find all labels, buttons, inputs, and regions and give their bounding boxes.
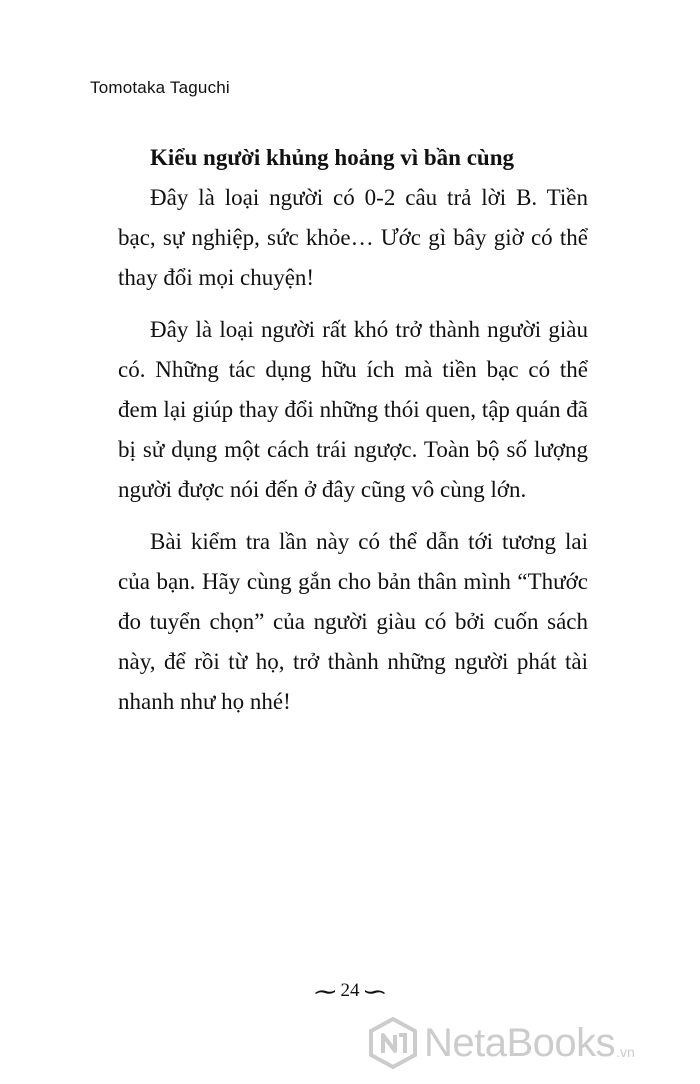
watermark xyxy=(366,1014,635,1072)
right-ornament-icon xyxy=(364,988,386,996)
paragraph-2: Đây là loại người rất khó trở thành người giàu có. Những tác dụng hữu ích mà tiền bạc có thể đem lại giúp thay đổi những thói quen, tập quán đã bị sử dụng một cách trái ngược. Toàn bộ số lượng người được nói đến ở đây cũng vô cùng lớn. xyxy=(118,317,588,502)
left-ornament-icon xyxy=(314,988,336,996)
paragraph-3: Bài kiểm tra lần này có thể dẫn tới tương lai của bạn. Hãy cùng gắn cho bản thân mình “Thước đo tuyển chọn” của người giàu có bởi cuốn sách này, để rồi từ họ, trở thành những người phát tài nhanh như họ nhé! xyxy=(118,529,588,714)
running-head: Tomotaka Taguchi xyxy=(90,78,230,97)
page-number: 24 xyxy=(340,980,360,1001)
body-text xyxy=(118,138,588,734)
paragraph-1: Đây là loại người có 0-2 câu trả lời B. Tiền bạc, sự nghiệp, sức khỏe… Ước gì bây giờ có thể thay đổi mọi chuyện! xyxy=(118,185,588,290)
netabooks-logo-icon xyxy=(366,1016,420,1070)
page-folio xyxy=(0,980,700,1002)
section-heading: Kiểu người khủng hoảng vì bần cùng xyxy=(150,145,515,170)
watermark-suffix: .vn xyxy=(616,1044,635,1060)
watermark-brand: NetaBooks xyxy=(424,1020,616,1065)
